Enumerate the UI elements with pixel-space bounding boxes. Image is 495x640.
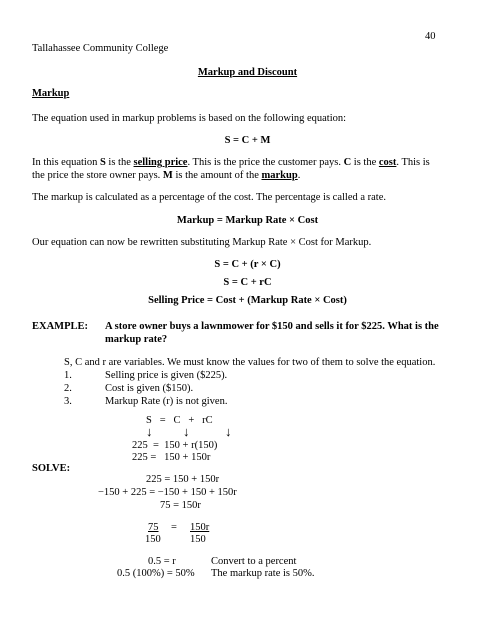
term-cost: cost [378,157,397,168]
fraction-left-denominator: 150 [145,534,161,545]
paragraph-substitute: Our equation can now be rewritten substituting Markup Rate × Cost for Markup. [32,237,372,248]
equation-main: S = C + M [224,135,271,146]
page-number: 40 [425,31,436,42]
solution-answer: The markup rate is 50%. [211,568,315,579]
down-arrow-icon: ↓ [146,424,153,439]
example-question-line2: markup rate? [105,334,168,345]
intro-text: The equation used in markup problems is based on the following equation: [32,113,347,124]
down-arrow-icon: ↓ [225,424,232,439]
list-item: Cost is given ($150). [105,383,194,394]
fraction-right-numerator: 150r [190,522,210,533]
paragraph-definitions: In this equation S is the selling price. This is the price the customer pays. C is the cost. This is [32,157,430,168]
fraction-left-numerator: 75 [148,522,159,533]
example-question-line1: A store owner buys a lawnmower for $150 and sells it for $225. What is the [105,321,439,332]
page-title: Markup and Discount [197,67,298,78]
solution-equation: S = C + rC [146,415,213,426]
list-item-number: 3. [64,396,72,407]
list-item: Selling price is given ($225). [105,370,228,381]
header-institution: Tallahassee Community College [32,43,169,54]
solution-substitution-1: 225 = 150 + r(150) [132,440,218,451]
equation-markup: Markup = Markup Rate × Cost [176,215,319,226]
paragraph-definitions-line2: the price the store owner pays. M is the amount of the markup. [32,170,301,181]
solve-label: SOLVE: [32,463,71,474]
solution-r-note: Convert to a percent [211,556,297,567]
solution-percent: 0.5 (100%) = 50% [117,568,195,579]
fraction-equals: = [171,522,177,533]
paragraph-rate: The markup is calculated as a percentage of the cost. The percentage is called a rate. [32,192,387,203]
solution-step-4: −150 + 225 = −150 + 150 + 150r [98,487,237,498]
fraction-right-denominator: 150 [190,534,206,545]
solution-step-3: 225 = 150 + 150r [146,474,220,485]
term-markup: markup [261,170,298,181]
term-selling-price: selling price [133,157,188,168]
section-heading: Markup [32,88,70,99]
list-item: Markup Rate (r) is not given. [105,396,228,407]
list-item-number: 2. [64,383,72,394]
list-item-number: 1. [64,370,72,381]
solution-r-value: 0.5 = r [148,556,176,567]
example-label: EXAMPLE: [32,321,88,332]
solution-step-5: 75 = 150r [160,500,201,511]
equation-rewritten-1: S = C + (r × C) [214,259,281,270]
variables-text: S, C and r are variables. We must know the values for two of them to solve the equation. [64,357,436,368]
equation-rewritten-2: S = C + rC [223,277,272,288]
solution-substitution-2: 225 = 150 + 150r [132,452,211,463]
equation-rewritten-3: Selling Price = Cost + (Markup Rate × Cost) [148,295,347,306]
down-arrow-icon: ↓ [183,424,190,439]
